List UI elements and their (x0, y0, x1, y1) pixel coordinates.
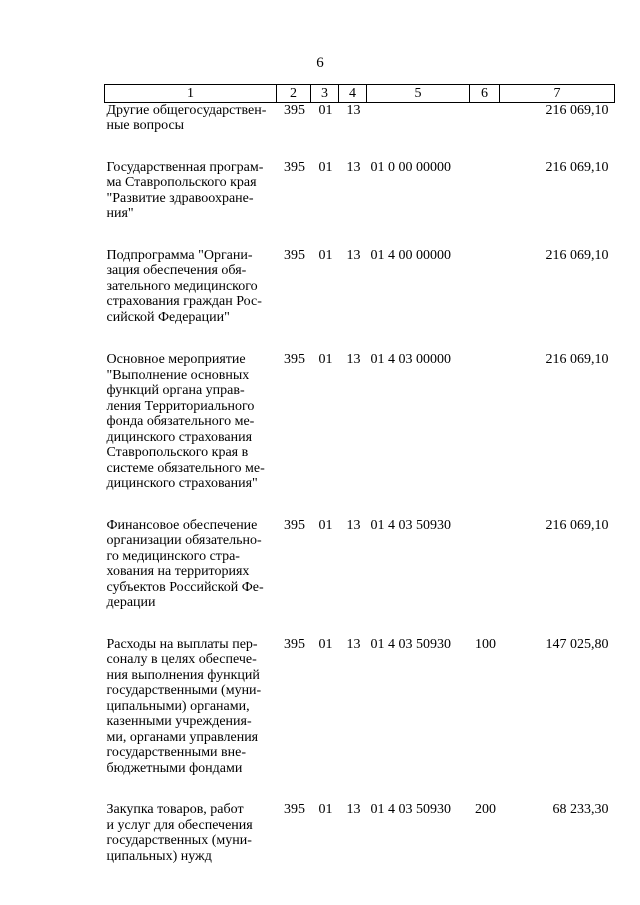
cell-admin-code: 395 (284, 352, 305, 367)
table-row (105, 352, 615, 518)
row-name-line: "Выполнение основных (106, 367, 250, 383)
cell-expense-type (470, 518, 500, 637)
row-name-line: ципальными) органами, (106, 698, 250, 714)
page-number: 6 (316, 55, 324, 71)
row-name-line: бюджетными фондами (106, 760, 243, 776)
table-header-row (105, 85, 615, 103)
cell-admin-code: 395 (284, 802, 305, 817)
row-name-cell (105, 518, 277, 637)
column-header: 1 (105, 85, 277, 103)
cell-expense-type (470, 102, 500, 160)
row-name-line: Государственная програм- (106, 159, 264, 175)
row-name-line: Закупка товаров, работ (106, 802, 244, 817)
table-row (105, 518, 615, 637)
cell-subsection: 13 (346, 102, 361, 118)
cell-subsection: 13 (346, 159, 361, 175)
cell-admin-code: 395 (284, 517, 305, 533)
row-name-line: субъектов Российской Фе- (106, 579, 264, 595)
row-name-line: Подпрограмма "Органи- (106, 247, 253, 263)
column-header: 4 (339, 85, 367, 103)
row-name-line: ципальных) нужд (106, 848, 212, 864)
cell-amount: 216 069,10 (545, 352, 609, 367)
cell-target-article: 01 4 03 50930 (370, 802, 451, 817)
row-name-line: зательного медицинского (106, 278, 258, 294)
row-name-line: фонда обязательного ме- (106, 414, 255, 429)
row-name-cell (105, 160, 277, 248)
row-name-line: организации обязательно- (106, 533, 262, 548)
cell-admin-code: 395 (284, 159, 305, 175)
cell-section: 01 (318, 802, 333, 817)
column-header: 3 (311, 85, 339, 103)
cell-section: 01 (318, 159, 333, 175)
table-row (105, 160, 615, 248)
row-name-line: хования на территориях (106, 564, 250, 579)
row-name-line: Ставропольского края в (106, 445, 249, 460)
table-row (105, 637, 615, 803)
cell-subsection: 13 (346, 636, 361, 652)
row-name-line: ния" (106, 206, 134, 221)
table-row (105, 102, 615, 160)
row-name-line: дерации (106, 595, 156, 610)
row-name-line: казенными учреждения- (106, 714, 252, 729)
cell-subsection: 13 (346, 517, 361, 533)
cell-amount: 216 069,10 (545, 102, 609, 118)
cell-amount: 147 025,80 (545, 636, 609, 652)
row-name-line: го медицинского стра- (106, 548, 240, 564)
cell-target-article (367, 102, 470, 160)
row-name-line: ные вопросы (106, 118, 185, 133)
row-name-cell (105, 102, 277, 160)
cell-admin-code: 395 (284, 636, 305, 652)
row-name-line: Финансовое обеспечение (106, 517, 258, 533)
row-name-line: ми, органами управления (106, 729, 259, 745)
row-name-line: дицинского страхования" (106, 476, 258, 491)
budget-table (104, 84, 615, 864)
cell-target-article: 01 4 03 50930 (370, 517, 451, 533)
row-name-cell (105, 248, 277, 353)
cell-amount: 216 069,10 (545, 517, 609, 533)
cell-section: 01 (318, 352, 333, 367)
cell-amount: 68 233,30 (552, 802, 609, 817)
cell-section: 01 (318, 102, 333, 118)
row-name-line: "Развитие здравоохране- (106, 190, 254, 206)
cell-target-article: 01 0 00 00000 (370, 159, 451, 175)
column-header: 7 (500, 85, 615, 103)
cell-expense-type (470, 160, 500, 248)
cell-target-article: 01 4 00 00000 (370, 247, 451, 263)
cell-target-article: 01 4 03 50930 (370, 636, 451, 652)
row-name-line: функций органа управ- (106, 383, 245, 398)
row-name-line: системе обязательного ме- (106, 460, 265, 476)
cell-subsection: 13 (346, 802, 361, 817)
row-name-line: соналу в целях обеспече- (106, 652, 257, 667)
row-name-line: ния выполнения функций (106, 667, 260, 683)
cell-section: 01 (318, 636, 333, 652)
table-row (105, 248, 615, 353)
cell-expense-type: 200 (475, 802, 496, 817)
table-row (105, 802, 615, 864)
row-name-line: Расходы на выплаты пер- (106, 636, 258, 652)
row-name-line: государственных (муни- (106, 833, 252, 848)
row-name-cell (105, 637, 277, 803)
column-header: 5 (367, 85, 470, 103)
cell-admin-code: 395 (284, 102, 305, 118)
row-name-line: Основное мероприятие (106, 352, 246, 367)
row-name-cell (105, 802, 277, 864)
row-name-line: государственными вне- (106, 745, 247, 760)
row-name-cell (105, 352, 277, 518)
column-header: 2 (277, 85, 311, 103)
row-name-line: сийской Федерации" (106, 309, 230, 325)
cell-subsection: 13 (346, 247, 361, 263)
row-name-line: ления Территориального (106, 398, 255, 414)
cell-target-article: 01 4 03 00000 (370, 352, 451, 367)
cell-expense-type (470, 352, 500, 518)
cell-section: 01 (318, 517, 333, 533)
cell-subsection: 13 (346, 352, 361, 367)
row-name-line: страхования граждан Рос- (106, 294, 262, 309)
cell-amount: 216 069,10 (545, 159, 609, 175)
row-name-line: Другие общегосударствен- (106, 102, 267, 118)
row-name-line: ма Ставропольского края (106, 175, 257, 190)
row-name-line: государственными (муни- (106, 683, 262, 698)
cell-expense-type: 100 (475, 636, 496, 652)
cell-section: 01 (318, 247, 333, 263)
cell-expense-type (470, 248, 500, 353)
row-name-line: дицинского страхования (106, 429, 253, 445)
row-name-line: зация обеспечения обя- (106, 263, 247, 278)
cell-amount: 216 069,10 (545, 247, 609, 263)
column-header: 6 (470, 85, 500, 103)
row-name-line: и услуг для обеспечения (106, 817, 253, 833)
cell-admin-code: 395 (284, 247, 305, 263)
